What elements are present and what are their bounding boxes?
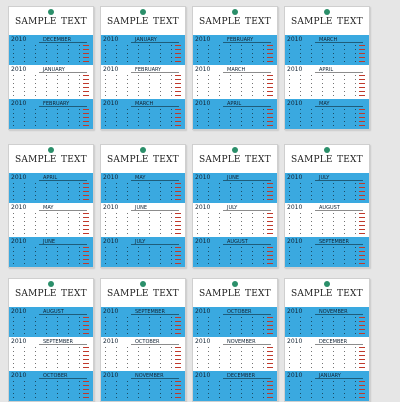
- month-name: MARCH: [135, 101, 154, 107]
- header-text: SAMPLE: [107, 289, 149, 299]
- month-block: [9, 35, 93, 67]
- card-header: [9, 17, 93, 31]
- month-title: [101, 308, 185, 315]
- month-title: [9, 100, 93, 107]
- header-text: SAMPLE: [199, 155, 241, 165]
- day-grid: [13, 380, 89, 402]
- month-block: [9, 371, 93, 402]
- calendar-card: [100, 144, 186, 268]
- year-label: 2010: [11, 100, 27, 107]
- year-label: 2010: [287, 338, 303, 345]
- month-title: [9, 204, 93, 211]
- header-text: SAMPLE: [291, 17, 333, 27]
- card-header: [101, 155, 185, 169]
- card-header: [101, 289, 185, 303]
- pin-icon: [232, 9, 238, 15]
- header-text: TEXT: [61, 289, 87, 299]
- day-grid: [13, 246, 89, 268]
- day-grid: [197, 74, 273, 96]
- month-title: [285, 338, 369, 345]
- month-block: [9, 203, 93, 235]
- month-block: [9, 99, 93, 130]
- month-name: JULY: [227, 205, 238, 211]
- month-title: [101, 36, 185, 43]
- day-grid: [197, 246, 273, 268]
- header-text: TEXT: [337, 17, 363, 27]
- day-grid: [289, 346, 365, 368]
- calendar-card: [284, 6, 370, 130]
- header-text: TEXT: [153, 155, 179, 165]
- month-block: [101, 99, 185, 130]
- month-title: [285, 204, 369, 211]
- month-block: [193, 65, 277, 97]
- month-title: [193, 238, 277, 245]
- day-grid: [197, 212, 273, 234]
- pin-icon: [48, 281, 54, 287]
- month-name: JANUARY: [319, 373, 341, 379]
- year-label: 2010: [195, 174, 211, 181]
- month-name: JULY: [135, 239, 146, 245]
- day-grid: [197, 316, 273, 338]
- month-name: APRIL: [43, 175, 58, 181]
- pin-icon: [140, 281, 146, 287]
- pin-icon: [140, 147, 146, 153]
- card-header: [101, 17, 185, 31]
- year-label: 2010: [287, 174, 303, 181]
- month-name: OCTOBER: [227, 309, 252, 315]
- month-name: OCTOBER: [135, 339, 160, 345]
- year-label: 2010: [103, 204, 119, 211]
- header-text: SAMPLE: [15, 289, 57, 299]
- header-text: SAMPLE: [107, 155, 149, 165]
- month-name: APRIL: [319, 67, 334, 73]
- month-title: [193, 174, 277, 181]
- month-block: [101, 307, 185, 339]
- month-title: [101, 66, 185, 73]
- day-grid: [13, 346, 89, 368]
- calendar-card: [8, 144, 94, 268]
- day-grid: [197, 380, 273, 402]
- month-block: [285, 35, 369, 67]
- month-block: [285, 203, 369, 235]
- month-title: [193, 372, 277, 379]
- month-block: [9, 65, 93, 97]
- month-name: AUGUST: [227, 239, 248, 245]
- calendar-card: [192, 144, 278, 268]
- month-name: DECEMBER: [319, 339, 348, 345]
- month-title: [285, 308, 369, 315]
- month-name: SEPTEMBER: [319, 239, 349, 245]
- year-label: 2010: [103, 238, 119, 245]
- day-grid: [105, 108, 181, 130]
- year-label: 2010: [11, 372, 27, 379]
- year-label: 2010: [103, 174, 119, 181]
- month-title: [9, 338, 93, 345]
- year-label: 2010: [287, 204, 303, 211]
- day-grid: [289, 380, 365, 402]
- year-label: 2010: [195, 36, 211, 43]
- day-grid: [289, 316, 365, 338]
- day-grid: [105, 44, 181, 66]
- month-block: [101, 35, 185, 67]
- pin-icon: [232, 147, 238, 153]
- month-title: [101, 238, 185, 245]
- pin-icon: [324, 147, 330, 153]
- day-grid: [105, 246, 181, 268]
- year-label: 2010: [195, 204, 211, 211]
- day-grid: [13, 108, 89, 130]
- card-header: [193, 155, 277, 169]
- day-grid: [197, 182, 273, 204]
- day-grid: [105, 182, 181, 204]
- month-name: MARCH: [319, 37, 338, 43]
- day-grid: [289, 44, 365, 66]
- month-title: [101, 204, 185, 211]
- month-title: [9, 372, 93, 379]
- month-name: NOVEMBER: [227, 339, 256, 345]
- year-label: 2010: [287, 372, 303, 379]
- month-block: [9, 337, 93, 369]
- month-block: [285, 237, 369, 268]
- month-title: [101, 338, 185, 345]
- year-label: 2010: [287, 238, 303, 245]
- month-block: [193, 337, 277, 369]
- header-text: TEXT: [245, 17, 271, 27]
- month-title: [285, 36, 369, 43]
- header-text: TEXT: [153, 289, 179, 299]
- month-name: MARCH: [227, 67, 246, 73]
- month-title: [193, 36, 277, 43]
- month-title: [101, 100, 185, 107]
- month-title: [9, 66, 93, 73]
- month-block: [193, 99, 277, 130]
- year-label: 2010: [287, 36, 303, 43]
- year-label: 2010: [11, 338, 27, 345]
- month-title: [9, 308, 93, 315]
- month-title: [193, 338, 277, 345]
- month-block: [193, 203, 277, 235]
- month-title: [285, 174, 369, 181]
- month-block: [285, 337, 369, 369]
- header-text: TEXT: [61, 155, 87, 165]
- month-name: MAY: [135, 175, 146, 181]
- month-name: AUGUST: [43, 309, 64, 315]
- month-title: [9, 36, 93, 43]
- day-grid: [289, 182, 365, 204]
- year-label: 2010: [11, 204, 27, 211]
- month-name: NOVEMBER: [319, 309, 348, 315]
- day-grid: [105, 346, 181, 368]
- month-block: [101, 237, 185, 268]
- header-text: SAMPLE: [199, 17, 241, 27]
- pin-icon: [48, 147, 54, 153]
- month-name: DECEMBER: [227, 373, 256, 379]
- month-title: [9, 238, 93, 245]
- card-header: [285, 155, 369, 169]
- day-grid: [13, 212, 89, 234]
- month-title: [285, 66, 369, 73]
- month-name: JUNE: [135, 205, 148, 211]
- year-label: 2010: [195, 238, 211, 245]
- calendar-card: [100, 278, 186, 402]
- month-name: MAY: [319, 101, 330, 107]
- month-block: [285, 307, 369, 339]
- month-block: [101, 203, 185, 235]
- year-label: 2010: [103, 100, 119, 107]
- year-label: 2010: [103, 338, 119, 345]
- month-name: JULY: [319, 175, 330, 181]
- calendar-card: [192, 278, 278, 402]
- calendar-card: [284, 278, 370, 402]
- year-label: 2010: [103, 36, 119, 43]
- month-title: [9, 174, 93, 181]
- month-block: [9, 237, 93, 268]
- pin-icon: [324, 281, 330, 287]
- month-title: [193, 204, 277, 211]
- month-name: FEBRUARY: [227, 37, 254, 43]
- year-label: 2010: [11, 36, 27, 43]
- month-title: [285, 372, 369, 379]
- year-label: 2010: [287, 66, 303, 73]
- month-block: [193, 173, 277, 205]
- header-text: SAMPLE: [15, 17, 57, 27]
- year-label: 2010: [287, 308, 303, 315]
- header-text: TEXT: [337, 289, 363, 299]
- calendar-card: [8, 278, 94, 402]
- card-header: [285, 289, 369, 303]
- calendar-card: [192, 6, 278, 130]
- day-grid: [289, 246, 365, 268]
- day-grid: [105, 316, 181, 338]
- month-title: [193, 100, 277, 107]
- year-label: 2010: [195, 372, 211, 379]
- month-block: [193, 35, 277, 67]
- year-label: 2010: [11, 174, 27, 181]
- pin-icon: [324, 9, 330, 15]
- header-text: TEXT: [245, 155, 271, 165]
- month-name: OCTOBER: [43, 373, 68, 379]
- card-header: [9, 155, 93, 169]
- month-block: [101, 173, 185, 205]
- month-name: APRIL: [227, 101, 242, 107]
- header-text: SAMPLE: [199, 289, 241, 299]
- month-name: MAY: [43, 205, 54, 211]
- year-label: 2010: [11, 308, 27, 315]
- day-grid: [289, 108, 365, 130]
- card-header: [9, 289, 93, 303]
- calendar-card: [284, 144, 370, 268]
- header-text: SAMPLE: [107, 17, 149, 27]
- month-block: [193, 237, 277, 268]
- month-name: NOVEMBER: [135, 373, 164, 379]
- month-block: [285, 173, 369, 205]
- card-header: [193, 17, 277, 31]
- card-header: [285, 17, 369, 31]
- month-name: FEBRUARY: [43, 101, 70, 107]
- day-grid: [289, 212, 365, 234]
- month-block: [9, 307, 93, 339]
- month-title: [193, 66, 277, 73]
- month-name: JUNE: [227, 175, 240, 181]
- header-text: SAMPLE: [291, 155, 333, 165]
- calendar-card: [100, 6, 186, 130]
- card-header: [193, 289, 277, 303]
- month-name: AUGUST: [319, 205, 340, 211]
- header-text: SAMPLE: [291, 289, 333, 299]
- day-grid: [105, 380, 181, 402]
- month-block: [285, 99, 369, 130]
- month-block: [193, 307, 277, 339]
- month-name: FEBRUARY: [135, 67, 162, 73]
- year-label: 2010: [195, 66, 211, 73]
- header-text: TEXT: [153, 17, 179, 27]
- day-grid: [289, 74, 365, 96]
- year-label: 2010: [195, 308, 211, 315]
- month-block: [193, 371, 277, 402]
- header-text: TEXT: [61, 17, 87, 27]
- month-block: [285, 65, 369, 97]
- month-block: [9, 173, 93, 205]
- month-block: [285, 371, 369, 402]
- month-name: DECEMBER: [43, 37, 72, 43]
- header-text: TEXT: [245, 289, 271, 299]
- month-title: [101, 174, 185, 181]
- month-block: [101, 337, 185, 369]
- month-name: JANUARY: [43, 67, 65, 73]
- year-label: 2010: [287, 100, 303, 107]
- month-name: SEPTEMBER: [135, 309, 165, 315]
- year-label: 2010: [103, 372, 119, 379]
- year-label: 2010: [11, 66, 27, 73]
- day-grid: [13, 74, 89, 96]
- header-text: TEXT: [337, 155, 363, 165]
- calendar-card: [8, 6, 94, 130]
- year-label: 2010: [103, 66, 119, 73]
- month-title: [285, 100, 369, 107]
- day-grid: [197, 108, 273, 130]
- pin-icon: [48, 9, 54, 15]
- month-title: [193, 308, 277, 315]
- day-grid: [197, 346, 273, 368]
- month-block: [101, 371, 185, 402]
- year-label: 2010: [195, 338, 211, 345]
- pin-icon: [140, 9, 146, 15]
- day-grid: [13, 44, 89, 66]
- year-label: 2010: [195, 100, 211, 107]
- month-title: [101, 372, 185, 379]
- day-grid: [105, 74, 181, 96]
- day-grid: [197, 44, 273, 66]
- pin-icon: [232, 281, 238, 287]
- header-text: SAMPLE: [15, 155, 57, 165]
- day-grid: [13, 182, 89, 204]
- month-name: SEPTEMBER: [43, 339, 73, 345]
- month-name: JUNE: [43, 239, 56, 245]
- year-label: 2010: [11, 238, 27, 245]
- day-grid: [13, 316, 89, 338]
- month-name: JANUARY: [135, 37, 157, 43]
- month-title: [285, 238, 369, 245]
- year-label: 2010: [103, 308, 119, 315]
- month-block: [101, 65, 185, 97]
- day-grid: [105, 212, 181, 234]
